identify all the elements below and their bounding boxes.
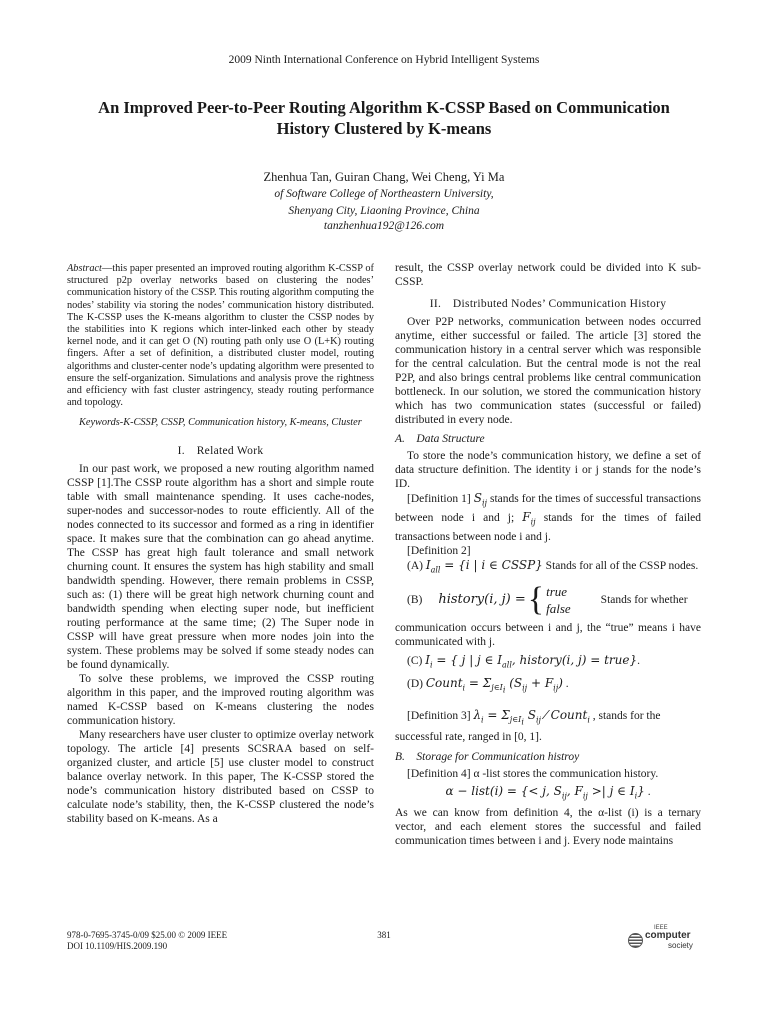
formula-s-ij: $S_{ij}$ (473, 491, 487, 508)
definition-4-label: [Definition 4] (407, 767, 471, 780)
data-structure-paragraph: To store the node’s communication history, we define a set of data structure definition. The identity i or j stands for the node’s ID. (395, 450, 701, 490)
formula-i-i: $I_i$ = { j | j ∈ $I_{all}$, history(i, j) = true} (425, 653, 638, 670)
definition-3-continued: successful rate, ranged in [0, 1]. (395, 730, 542, 743)
abstract (67, 263, 374, 409)
definition-1 (395, 491, 701, 544)
definition-3 (395, 708, 701, 730)
title-line-2: History Clustered by K-means (276, 119, 492, 138)
footer-doi: DOI 10.1109/HIS.2009.190 (67, 941, 168, 951)
definition-1-label: [Definition 1] (407, 493, 471, 505)
definition-2c-prefix: (C) (407, 655, 423, 668)
page-number: 381 (377, 930, 391, 940)
continued-text: result, the CSSP overlay network could be divided into K sub-CSSP. (395, 262, 701, 288)
subsection-storage: B. Storage for Communication histroy (395, 750, 580, 763)
definition-1-text-a: stands for the times of successful transactions between node i and j; (395, 493, 701, 525)
logo-society-text: society (668, 941, 693, 950)
history-cases (546, 583, 571, 617)
section-heading-distributed-history: II. Distributed Nodes’ Communication History (429, 298, 667, 310)
globe-icon (628, 933, 643, 948)
definition-2a-text: Stands for all of the CSSP nodes. (545, 559, 699, 572)
author-email: tanzhenhua192@126.com (323, 220, 445, 232)
ieee-computer-society-logo (628, 925, 696, 951)
section-heading-related-work: I. Related Work (177, 444, 264, 457)
related-work-paragraph-3: Many researchers have user cluster to optimize overlay network topology. The article [4] presents SCSRAA based on self-organized cluster, and article [5] use cluster model to construct balance overlay network. In this paper, The K-CSSP stored the node’s communication history distributed based on CSSP to calculate node’s stability, then, the K-CSSP clustered the node’s stability based on K-means. As a (67, 728, 374, 825)
abstract-label: Abstract (67, 263, 102, 274)
related-work-paragraph-2: To solve these problems, we improved the CSSP routing algorithm in this paper, and the improved routing algorithm was named K-CSSP based on K-means clustering the nodes communication history. (67, 672, 374, 727)
definition-2c: (C) $I_i$ = { j | j ∈ $I_{all}$, history(i, j) = true}. (407, 653, 640, 670)
formula-alpha-list-text: α − list(i) = {< j, $S_{ij}$, $F_{ij}$ >| j ∈ $I_i$} (445, 783, 645, 800)
definition-2b-continued: communication occurs between i and j, the “true” means i have communicated with j. (395, 622, 701, 649)
author-list: Zhenhua Tan, Guiran Chang, Wei Cheng, Yi Ma (263, 170, 505, 184)
keywords: Keywords-K-CSSP, CSSP, Communication history, K-means, Cluster (79, 417, 362, 429)
definition-2d: (D) Count$_i$ = $\Sigma_{j\in I_i}$ $(S_{ij} + F_{ij})$ . (407, 675, 569, 695)
abstract-text: —this paper presented an improved routing algorithm K-CSSP of structured p2p overlay networks based on clustering the nodes’ communication history of the CSSP. This routing algorithm computing the nodes’ stability via storing the nodes’ communication history distributed. The K-CSSP uses the K-means algorithm to cluster the CSSP nodes by the stabilities into K regions which inter-linked each other by steady kernel node, and it can get O (N) routing path only use O (L+K) routing fingers. After a set of definition, a distributed cluster model, routing algorithms and cluster-center node’s updating algorithm were presented to ensure the self-organization. Simulations and analysis prove the rightness and efficiency with fast cluster astringency, steady routing performance and topology. (67, 263, 374, 409)
affiliation-line-1: of Software College of Northeastern University, (274, 188, 494, 200)
definition-3-text: , stands for the (592, 709, 661, 722)
case-false: false (546, 601, 571, 617)
definition-2-label: [Definition 2] (407, 544, 471, 557)
brace-glyph: { (527, 581, 545, 619)
right-column (395, 261, 701, 848)
definition-2a-prefix: (A) (407, 559, 423, 572)
definition-2d-prefix: (D) (407, 677, 423, 690)
formula-f-ij: $F_{ij}$ (522, 510, 536, 527)
definition-2b-text: Stands for whether (600, 594, 688, 607)
definition-3-label: [Definition 3] (407, 709, 471, 722)
left-column (67, 263, 374, 826)
subsection-data-structure: A. Data Structure (395, 433, 485, 445)
alpha-list-explanation: As we can know from definition 4, the α-list (i) is a ternary vector, and each element stores the successful and failed communication times between i and j. Every node maintains (395, 806, 701, 847)
affiliation-line-2: Shenyang City, Liaoning Province, China (288, 205, 480, 217)
definition-4 (395, 767, 701, 781)
definition-4-text: α -list stores the communication history. (473, 767, 659, 780)
formula-lambda: $\lambda_i = \Sigma_{j\in I_i}$ $S_{ij}$ ⁄ Count$_i$ (473, 707, 590, 727)
logo-ieee-text: IEEE (654, 925, 668, 931)
related-work-paragraph-1: In our past work, we proposed a new routing algorithm named CSSP [1].The CSSP route algorithm has a short and simple route table with small maintenance spending. It uses cache-nodes, super-nodes and successor-nodes to route efficiently. All of the nodes connected to its successor and formed as a ring in identifier space. It makes sure that the combination can go ahead anytime. The CSSP has great high fault tolerance and small network churning count. It ensures the system has high stability and small bandwidth spending. However, there remain problems in CSSP, such as: (1) there will be great high network churning count and bandwidth spending when electing super node, but inefficient routing performance at the same time; (2) The Super node in CSSP will have great pressure when more nodes join into the system. These problems may be solved if some steady nodes can be found dynamically. (67, 462, 374, 671)
definition-2a (395, 558, 701, 577)
formula-count: Count$_i$ = $\Sigma_{j\in I_i}$ $(S_{ij} + F_{ij})$ (425, 675, 563, 695)
footer-isbn: 978-0-7695-3745-0/09 $25.00 © 2009 IEEE (67, 930, 228, 940)
formula-alpha-list: α − list(i) = {< j, $S_{ij}$, $F_{ij}$ >| j ∈ $I_i$} . (445, 783, 651, 800)
logo-computer-text: computer (645, 930, 691, 941)
definition-2b (407, 583, 701, 617)
definition-1-text-b: stands for the times of failed transactions between node i and j. (395, 512, 702, 543)
formula-i-all: $I_{all} = \{i$ | i ∈ CSSP} (425, 557, 543, 575)
case-true: true (546, 584, 568, 600)
conference-header: 2009 Ninth International Conference on Hybrid Intelligent Systems (228, 54, 540, 66)
paper-title (60, 97, 708, 139)
title-line-1: An Improved Peer-to-Peer Routing Algorithm K-CSSP Based on Communication (98, 98, 670, 117)
formula-history: history(i, j) = (438, 592, 526, 608)
definition-2b-prefix: (B) (407, 594, 423, 607)
section2-paragraph: Over P2P networks, communication between nodes occurred anytime, either successful or failed. The article [3] stored the communication history in a central server which was responsible for the central calculation. But the central mode is not the real P2P, and also brings central problems like central communication bottleneck. In our solution, we stored the communication history which has two communication states (successful or failed) distributed in every node. (395, 316, 701, 426)
